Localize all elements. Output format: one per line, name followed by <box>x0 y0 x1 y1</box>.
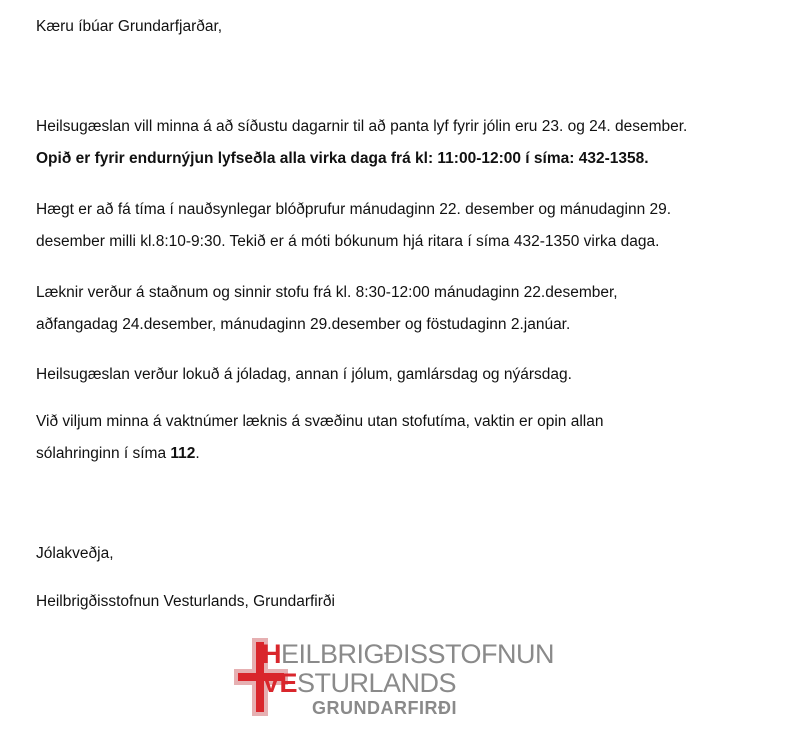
closing: Jólakveðja, <box>36 545 114 562</box>
logo-line-3: GRUNDARFIRÐI <box>312 698 457 718</box>
organization-logo <box>234 636 564 718</box>
paragraph-4: Heilsugæslan verður lokuð á jóladag, annan í jólum, gamlársdag og nýársdag. <box>36 366 572 383</box>
greeting: Kæru íbúar Grundarfjarðar, <box>36 18 223 35</box>
paragraph-2-line-2: desember milli kl.8:10-9:30. Tekið er á móti bókunum hjá ritara í síma 432-1350 virka daga. <box>36 233 660 250</box>
emergency-period: . <box>195 445 200 462</box>
signature: Heilbrigðisstofnun Vesturlands, Grundarfirði <box>36 593 335 610</box>
logo-line-1-rest: EILBRIGÐISSTOFNUN <box>281 639 555 669</box>
paragraph-1-line-2-bold: Opið er fyrir endurnýjun lyfseðla alla virka daga frá kl: 11:00-12:00 í síma: 432-1358. <box>36 150 649 167</box>
paragraph-1-line-1: Heilsugæslan vill minna á að síðustu dagarnir til að panta lyf fyrir jólin eru 23. og 24. desember. <box>36 118 688 135</box>
paragraph-5-line-2 <box>36 445 200 463</box>
paragraph-5-line-1: Við viljum minna á vaktnúmer læknis á svæðinu utan stofutíma, vaktin er opin allan <box>36 413 604 430</box>
logo-initial-h: H <box>262 639 281 669</box>
logo-line-2 <box>262 669 456 697</box>
logo-line-2-rest: STURLANDS <box>297 668 457 698</box>
logo-initial-ve: VE <box>262 668 298 698</box>
emergency-number: 112 <box>170 445 196 462</box>
emergency-text: sólahringinn í síma <box>36 445 171 462</box>
logo-line-1 <box>262 640 554 668</box>
paragraph-2-line-1: Hægt er að fá tíma í nauðsynlegar blóðprufur mánudaginn 22. desember og mánudaginn 29. <box>36 201 672 218</box>
paragraph-3-line-2: aðfangadag 24.desember, mánudaginn 29.desember og föstudaginn 2.janúar. <box>36 316 571 333</box>
paragraph-3-line-1: Læknir verður á staðnum og sinnir stofu frá kl. 8:30-12:00 mánudaginn 22.desember, <box>36 284 618 301</box>
